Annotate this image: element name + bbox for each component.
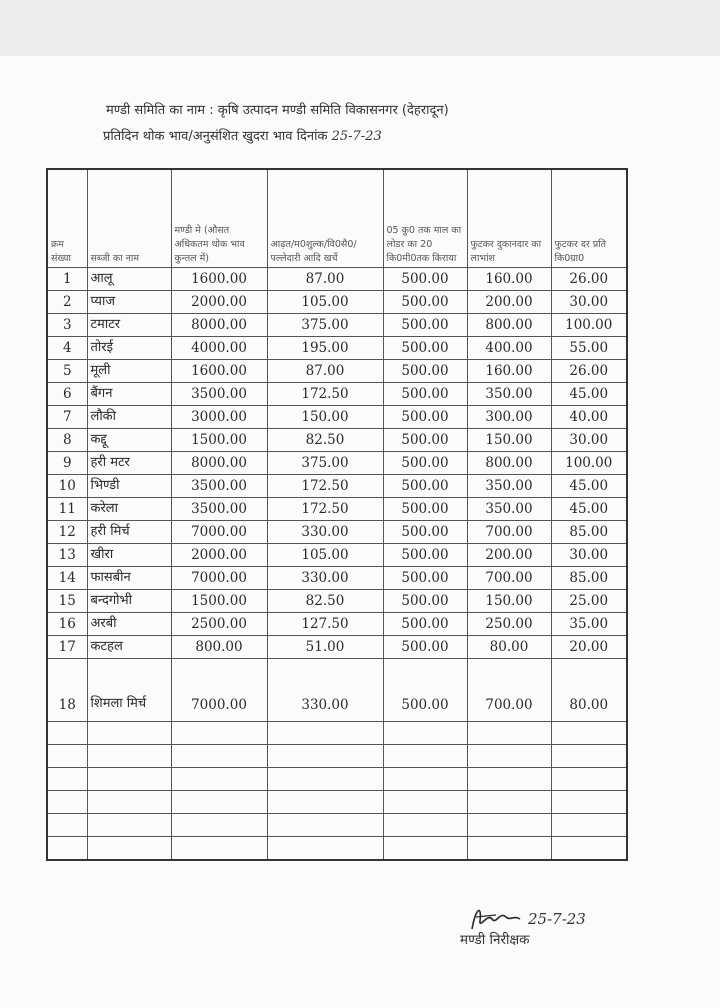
- charges-cell: 105.00: [267, 543, 383, 566]
- vegetable-name-cell: आलू: [87, 267, 171, 290]
- retail-cell: 100.00: [551, 313, 627, 336]
- margin-cell: 300.00: [467, 405, 551, 428]
- vegetable-name-cell: भिण्डी: [87, 474, 171, 497]
- table-row: [47, 566, 627, 589]
- margin-cell: 150.00: [467, 428, 551, 451]
- vegetable-name-cell: तोरई: [87, 336, 171, 359]
- freight-cell: 500.00: [383, 589, 467, 612]
- vegetable-name-cell: अरबी: [87, 612, 171, 635]
- charges-cell: 82.50: [267, 428, 383, 451]
- vegetable-name-cell: शिमला मिर्च: [87, 658, 171, 721]
- retail-cell: 45.00: [551, 474, 627, 497]
- retail-cell: 30.00: [551, 543, 627, 566]
- vegetable-name-cell: टमाटर: [87, 313, 171, 336]
- margin-cell: 700.00: [467, 658, 551, 721]
- table-row: [47, 658, 627, 721]
- retail-cell: 55.00: [551, 336, 627, 359]
- wholesale-cell: 1500.00: [171, 428, 267, 451]
- table-row: [47, 359, 627, 382]
- table-row: [47, 290, 627, 313]
- charges-cell: 195.00: [267, 336, 383, 359]
- top-margin-band: [0, 0, 720, 56]
- retail-cell: 25.00: [551, 589, 627, 612]
- rate-title: प्रतिदिन थोक भाव/अनुसंशित खुदरा भाव दिनांक: [103, 129, 328, 144]
- vegetable-name-cell: हरी मटर: [87, 451, 171, 474]
- serial-cell: 18: [47, 658, 87, 721]
- empty-cell: [383, 790, 467, 813]
- freight-cell: 500.00: [383, 428, 467, 451]
- col-header-serial: क्रम संख्या: [47, 169, 87, 267]
- freight-cell: 500.00: [383, 520, 467, 543]
- empty-cell: [551, 836, 627, 860]
- wholesale-cell: 7000.00: [171, 520, 267, 543]
- serial-cell: 14: [47, 566, 87, 589]
- serial-cell: 5: [47, 359, 87, 382]
- empty-cell: [171, 767, 267, 790]
- empty-cell: [171, 836, 267, 860]
- empty-cell: [383, 767, 467, 790]
- col-header-vegetable: सब्जी का नाम: [87, 169, 171, 267]
- table-row: [47, 497, 627, 520]
- retail-cell: 26.00: [551, 267, 627, 290]
- margin-cell: 350.00: [467, 497, 551, 520]
- empty-cell: [47, 813, 87, 836]
- margin-cell: 160.00: [467, 359, 551, 382]
- charges-cell: 375.00: [267, 313, 383, 336]
- freight-cell: 500.00: [383, 474, 467, 497]
- wholesale-cell: 2000.00: [171, 290, 267, 313]
- empty-cell: [467, 744, 551, 767]
- wholesale-cell: 4000.00: [171, 336, 267, 359]
- charges-cell: 105.00: [267, 290, 383, 313]
- wholesale-cell: 1600.00: [171, 267, 267, 290]
- handwritten-date: 25-7-23: [331, 129, 382, 144]
- freight-cell: 500.00: [383, 497, 467, 520]
- wholesale-cell: 8000.00: [171, 451, 267, 474]
- empty-cell: [467, 836, 551, 860]
- signatory-title: मण्डी निरीक्षक: [460, 932, 530, 948]
- empty-cell: [551, 721, 627, 744]
- empty-cell: [383, 836, 467, 860]
- margin-cell: 700.00: [467, 520, 551, 543]
- col-header-retail-rate: फुटकर दर प्रति कि0ग्रा0: [551, 169, 627, 267]
- empty-cell: [267, 813, 383, 836]
- wholesale-cell: 8000.00: [171, 313, 267, 336]
- freight-cell: 500.00: [383, 566, 467, 589]
- charges-cell: 172.50: [267, 474, 383, 497]
- table-row: [47, 612, 627, 635]
- margin-cell: 200.00: [467, 290, 551, 313]
- empty-cell: [467, 813, 551, 836]
- freight-cell: 500.00: [383, 635, 467, 658]
- empty-cell: [551, 767, 627, 790]
- empty-row: [47, 790, 627, 813]
- table-row: [47, 474, 627, 497]
- table-row: [47, 405, 627, 428]
- empty-row: [47, 836, 627, 860]
- charges-cell: 375.00: [267, 451, 383, 474]
- vegetable-name-cell: बन्दगोभी: [87, 589, 171, 612]
- empty-cell: [467, 721, 551, 744]
- table-row: [47, 451, 627, 474]
- retail-cell: 45.00: [551, 382, 627, 405]
- margin-cell: 160.00: [467, 267, 551, 290]
- charges-cell: 330.00: [267, 566, 383, 589]
- retail-cell: 85.00: [551, 520, 627, 543]
- wholesale-cell: 3000.00: [171, 405, 267, 428]
- freight-cell: 500.00: [383, 451, 467, 474]
- empty-row: [47, 721, 627, 744]
- freight-cell: 500.00: [383, 359, 467, 382]
- wholesale-cell: 800.00: [171, 635, 267, 658]
- margin-cell: 800.00: [467, 451, 551, 474]
- empty-row: [47, 744, 627, 767]
- wholesale-cell: 3500.00: [171, 474, 267, 497]
- table-row: [47, 520, 627, 543]
- serial-cell: 17: [47, 635, 87, 658]
- empty-cell: [383, 813, 467, 836]
- empty-cell: [267, 790, 383, 813]
- empty-cell: [551, 744, 627, 767]
- retail-cell: 80.00: [551, 658, 627, 721]
- empty-cell: [467, 790, 551, 813]
- charges-cell: 87.00: [267, 267, 383, 290]
- serial-cell: 3: [47, 313, 87, 336]
- freight-cell: 500.00: [383, 267, 467, 290]
- empty-cell: [47, 721, 87, 744]
- wholesale-cell: 2500.00: [171, 612, 267, 635]
- freight-cell: 500.00: [383, 405, 467, 428]
- charges-cell: 87.00: [267, 359, 383, 382]
- rate-date-line: [103, 126, 382, 144]
- serial-cell: 4: [47, 336, 87, 359]
- table-body: [47, 267, 627, 860]
- signature-date: [528, 910, 586, 928]
- empty-cell: [47, 790, 87, 813]
- retail-cell: 85.00: [551, 566, 627, 589]
- vegetable-name-cell: मूली: [87, 359, 171, 382]
- empty-cell: [87, 721, 171, 744]
- empty-cell: [551, 790, 627, 813]
- freight-cell: 500.00: [383, 543, 467, 566]
- charges-cell: 172.50: [267, 497, 383, 520]
- serial-cell: 13: [47, 543, 87, 566]
- empty-cell: [467, 767, 551, 790]
- vegetable-name-cell: कद्दू: [87, 428, 171, 451]
- wholesale-cell: 1600.00: [171, 359, 267, 382]
- table-row: [47, 313, 627, 336]
- retail-cell: 100.00: [551, 451, 627, 474]
- table-row: [47, 336, 627, 359]
- wholesale-cell: 1500.00: [171, 589, 267, 612]
- freight-cell: 500.00: [383, 336, 467, 359]
- wholesale-cell: 3500.00: [171, 382, 267, 405]
- empty-cell: [47, 744, 87, 767]
- empty-cell: [267, 721, 383, 744]
- table-row: [47, 382, 627, 405]
- vegetable-name-cell: लौकी: [87, 405, 171, 428]
- retail-cell: 20.00: [551, 635, 627, 658]
- serial-cell: 12: [47, 520, 87, 543]
- empty-cell: [171, 721, 267, 744]
- serial-cell: 15: [47, 589, 87, 612]
- table-row: [47, 635, 627, 658]
- empty-cell: [87, 836, 171, 860]
- serial-cell: 6: [47, 382, 87, 405]
- retail-cell: 26.00: [551, 359, 627, 382]
- rate-table: [46, 168, 628, 861]
- table-row: [47, 543, 627, 566]
- margin-cell: 350.00: [467, 382, 551, 405]
- wholesale-cell: 7000.00: [171, 658, 267, 721]
- serial-cell: 8: [47, 428, 87, 451]
- charges-cell: 330.00: [267, 658, 383, 721]
- col-header-freight: 05 कु0 तक माल का लोडर का 20 कि0मी0तक किराया: [383, 169, 467, 267]
- col-header-charges: आढ़त/म0शुल्क/वि0सै0/पल्लेदारी आदि खर्चे: [267, 169, 383, 267]
- margin-cell: 250.00: [467, 612, 551, 635]
- freight-cell: 500.00: [383, 658, 467, 721]
- freight-cell: 500.00: [383, 612, 467, 635]
- empty-cell: [47, 836, 87, 860]
- committee-name-line: मण्डी समिति का नाम : कृषि उत्पादन मण्डी समिति विकासनगर (देहरादून): [106, 103, 449, 118]
- empty-cell: [383, 721, 467, 744]
- charges-cell: 82.50: [267, 589, 383, 612]
- margin-cell: 400.00: [467, 336, 551, 359]
- empty-cell: [267, 767, 383, 790]
- margin-cell: 350.00: [467, 474, 551, 497]
- serial-cell: 2: [47, 290, 87, 313]
- empty-cell: [171, 744, 267, 767]
- col-header-retailer-margin: फुटकर दुकानदार का लाभांश: [467, 169, 551, 267]
- retail-cell: 30.00: [551, 428, 627, 451]
- charges-cell: 150.00: [267, 405, 383, 428]
- charges-cell: 330.00: [267, 520, 383, 543]
- empty-cell: [87, 744, 171, 767]
- charges-cell: 127.50: [267, 612, 383, 635]
- vegetable-name-cell: बैंगन: [87, 382, 171, 405]
- freight-cell: 500.00: [383, 382, 467, 405]
- vegetable-name-cell: हरी मिर्च: [87, 520, 171, 543]
- margin-cell: 800.00: [467, 313, 551, 336]
- empty-cell: [551, 813, 627, 836]
- vegetable-name-cell: खीरा: [87, 543, 171, 566]
- margin-cell: 150.00: [467, 589, 551, 612]
- retail-cell: 45.00: [551, 497, 627, 520]
- margin-cell: 700.00: [467, 566, 551, 589]
- vegetable-name-cell: कटहल: [87, 635, 171, 658]
- table-header-row: [47, 169, 627, 267]
- table-row: [47, 589, 627, 612]
- empty-cell: [47, 767, 87, 790]
- serial-cell: 7: [47, 405, 87, 428]
- retail-cell: 30.00: [551, 290, 627, 313]
- wholesale-cell: 2000.00: [171, 543, 267, 566]
- serial-cell: 1: [47, 267, 87, 290]
- table-row: [47, 428, 627, 451]
- retail-cell: 35.00: [551, 612, 627, 635]
- empty-cell: [171, 813, 267, 836]
- margin-cell: 200.00: [467, 543, 551, 566]
- empty-row: [47, 767, 627, 790]
- empty-cell: [267, 744, 383, 767]
- empty-cell: [87, 767, 171, 790]
- col-header-wholesale: मण्डी मे (औसत अधिकतम थोक भाव कुन्तल में): [171, 169, 267, 267]
- vegetable-name-cell: करेला: [87, 497, 171, 520]
- serial-cell: 10: [47, 474, 87, 497]
- vegetable-name-cell: फासबीन: [87, 566, 171, 589]
- signature-date-text: 25-7-23: [528, 910, 586, 928]
- charges-cell: 172.50: [267, 382, 383, 405]
- empty-row: [47, 813, 627, 836]
- serial-cell: 11: [47, 497, 87, 520]
- empty-cell: [267, 836, 383, 860]
- margin-cell: 80.00: [467, 635, 551, 658]
- serial-cell: 16: [47, 612, 87, 635]
- empty-cell: [87, 813, 171, 836]
- freight-cell: 500.00: [383, 290, 467, 313]
- table-row: [47, 267, 627, 290]
- empty-cell: [383, 744, 467, 767]
- charges-cell: 51.00: [267, 635, 383, 658]
- wholesale-cell: 3500.00: [171, 497, 267, 520]
- retail-cell: 40.00: [551, 405, 627, 428]
- empty-cell: [171, 790, 267, 813]
- vegetable-name-cell: प्याज: [87, 290, 171, 313]
- freight-cell: 500.00: [383, 313, 467, 336]
- serial-cell: 9: [47, 451, 87, 474]
- empty-cell: [87, 790, 171, 813]
- wholesale-cell: 7000.00: [171, 566, 267, 589]
